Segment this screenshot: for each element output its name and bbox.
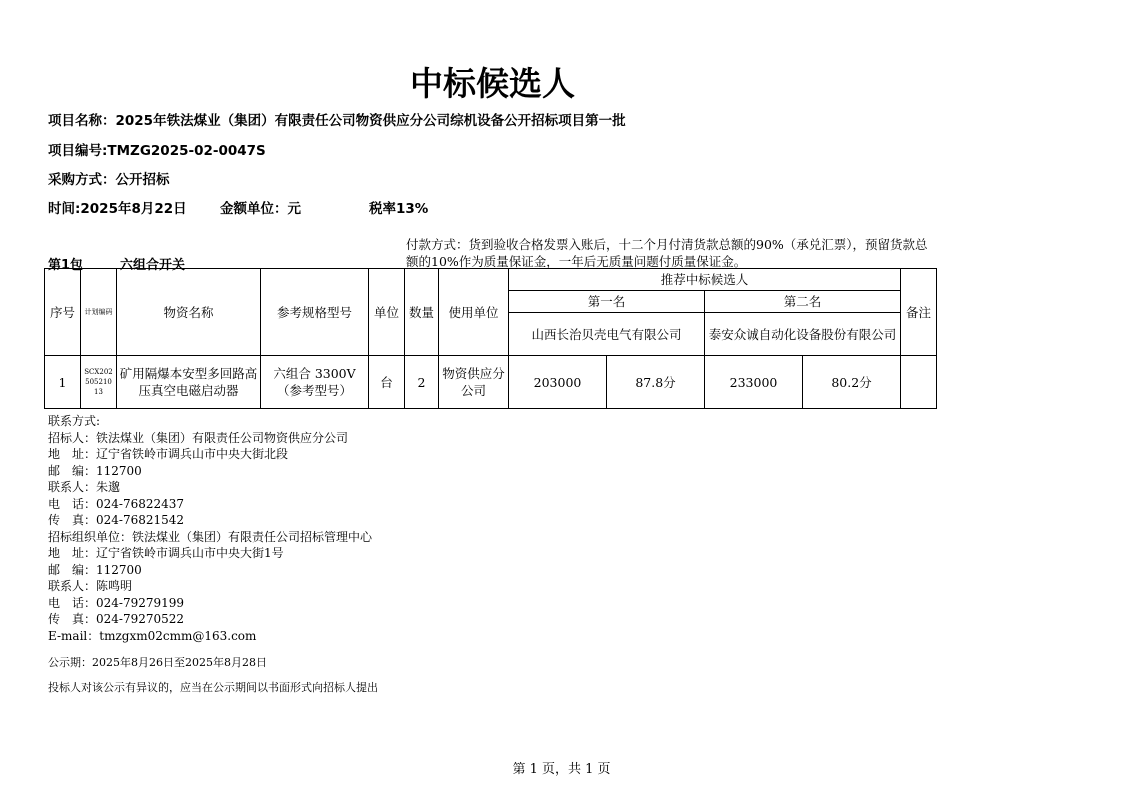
header-plan-code: 计划编码 xyxy=(81,269,117,356)
tenderer-zip: 邮 编：112700 xyxy=(48,463,142,478)
contact-heading: 联系方式: xyxy=(48,414,101,428)
header-unit: 单位 xyxy=(369,269,405,356)
tenderer-phone: 电 话：024-76822437 xyxy=(48,496,185,511)
package-number: 第1包 xyxy=(48,258,84,273)
agency-phone: 电 话：024-79279199 xyxy=(48,595,185,610)
second-company-name: 泰安众诚自动化设备股份有限公司 xyxy=(705,313,901,356)
tax-rate: 税率13% xyxy=(369,201,429,217)
agency-address: 地 址：辽宁省铁岭市调兵山市中央大街1号 xyxy=(48,546,284,560)
row-first-score: 87.8分 xyxy=(607,356,705,409)
row-user-unit: 物资供应分公司 xyxy=(439,356,509,409)
objection-note: 投标人对该公示有异议的，应当在公示期间以书面形式向招标人提出 xyxy=(48,681,378,694)
row-remark xyxy=(901,356,937,409)
first-company-name: 山西长治贝壳电气有限公司 xyxy=(509,313,705,356)
payment-terms: 付款方式：货到验收合格发票入账后，十二个月付清货款总额的90%（承兑汇票），预留货款总额的10%作为质量保证金，一年后无质量问题付质量保证金。 xyxy=(406,237,928,269)
row-second-price: 233000 xyxy=(705,356,803,409)
row-unit: 台 xyxy=(369,356,405,409)
project-name: 项目名称：2025年铁法煤业（集团）有限责任公司物资供应分公司综机设备公开招标项目第一批 xyxy=(48,113,626,129)
row-spec: 六组合 3300V（参考型号） xyxy=(261,356,369,409)
header-remark: 备注 xyxy=(901,269,937,356)
package-name: 六组合开关 xyxy=(120,258,186,273)
purchase-method: 采购方式：公开招标 xyxy=(48,172,170,188)
row-seq: 1 xyxy=(45,356,81,409)
header-second-rank: 第二名 xyxy=(705,291,901,313)
agency-name: 招标组织单位：铁法煤业（集团）有限责任公司招标管理中心 xyxy=(48,529,373,544)
row-plan-code: SCX20250521013 xyxy=(81,356,117,409)
row-material-name: 矿用隔爆本安型多回路高压真空电磁启动器 xyxy=(117,356,261,409)
row-second-score: 80.2分 xyxy=(803,356,901,409)
header-material-name: 物资名称 xyxy=(117,269,261,356)
agency-zip: 邮 编：112700 xyxy=(48,562,142,577)
header-user-unit: 使用单位 xyxy=(439,269,509,356)
contact-email: E-mail：tmzgxm02cmm@163.com xyxy=(48,628,257,643)
candidate-table xyxy=(44,268,937,409)
tenderer-contact: 联系人：朱邈 xyxy=(48,480,121,494)
tenderer-fax: 传 真：024-76821542 xyxy=(48,513,185,527)
table-row xyxy=(45,356,937,409)
currency-unit: 金额单位：元 xyxy=(220,201,301,217)
publicity-period: 公示期：2025年8月26日至2025年8月28日 xyxy=(48,656,267,669)
agency-contact: 联系人：陈鸣明 xyxy=(48,579,133,593)
tenderer-name: 招标人：铁法煤业（集团）有限责任公司物资供应分公司 xyxy=(48,430,349,445)
header-qty: 数量 xyxy=(405,269,439,356)
header-seq: 序号 xyxy=(45,269,81,356)
row-qty: 2 xyxy=(405,356,439,409)
contact-section xyxy=(48,413,372,644)
agency-fax: 传 真：024-79270522 xyxy=(48,612,185,626)
header-first-rank: 第一名 xyxy=(509,291,705,313)
page-footer: 第 1 页，共 1 页 xyxy=(512,762,611,777)
page-title: 中标候选人 xyxy=(410,64,575,103)
row-first-price: 203000 xyxy=(509,356,607,409)
tenderer-address: 地 址：辽宁省铁岭市调兵山市中央大街北段 xyxy=(48,447,289,461)
header-spec: 参考规格型号 xyxy=(261,269,369,356)
header-recommended: 推荐中标候选人 xyxy=(509,269,901,291)
project-code: 项目编号:TMZG2025-02-0047S xyxy=(48,143,266,159)
tender-time: 时间:2025年8月22日 xyxy=(48,201,187,217)
